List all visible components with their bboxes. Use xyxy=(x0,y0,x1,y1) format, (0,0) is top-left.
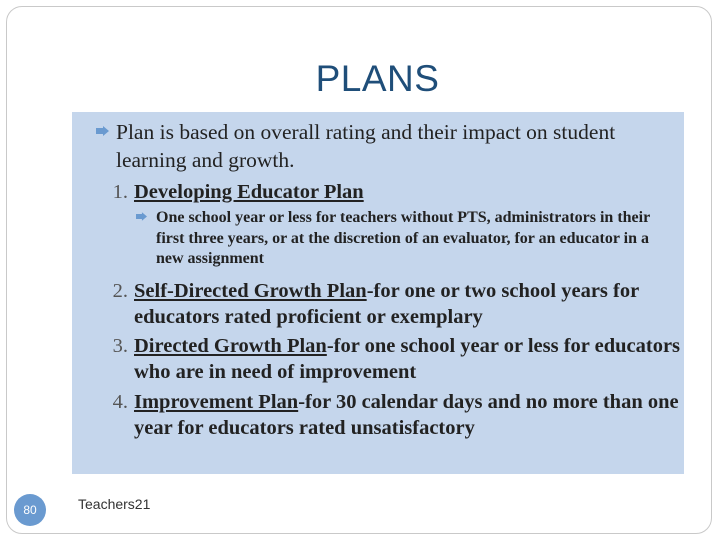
plan-description: -for one school year or less for educators who are in need of improvement xyxy=(134,335,681,383)
plan-name: Developing Educator Plan xyxy=(134,181,364,203)
plan-description: -for 30 calendar days and no more than one year for educators rated unsatisfactory xyxy=(134,391,679,439)
plan-number: 2. xyxy=(112,280,128,302)
plan-description: -for one or two school years for educators rated proficient or exemplary xyxy=(134,280,639,328)
arrow-bullet-icon xyxy=(96,126,109,136)
plan-number: 4. xyxy=(112,391,128,413)
plan-item-3 xyxy=(96,333,686,385)
intro-bullet-text: Plan is based on overall rating and their impact on student learning and growth. xyxy=(116,120,616,172)
plan-number: 1. xyxy=(112,181,128,203)
plan-number: 3. xyxy=(112,335,128,357)
sub-bullet-text: One school year or less for teachers without PTS, administrators in their first three years, or at the discretion of an evaluator, for an educator in a new assignment xyxy=(156,209,650,267)
plan-item-1 xyxy=(96,179,686,205)
plan-item-4 xyxy=(96,389,686,441)
plan-name: Improvement Plan xyxy=(134,391,299,413)
plan-name: Directed Growth Plan xyxy=(134,335,327,357)
intro-bullet xyxy=(96,118,676,174)
sub-bullet xyxy=(136,208,676,270)
page-number-badge: 80 xyxy=(14,494,46,526)
arrow-bullet-icon xyxy=(136,212,147,221)
footer-text: Teachers21 xyxy=(78,496,151,512)
plan-name: Self-Directed Growth Plan xyxy=(134,280,367,302)
slide-title: PLANS xyxy=(315,58,440,99)
plan-item-2 xyxy=(96,278,686,330)
